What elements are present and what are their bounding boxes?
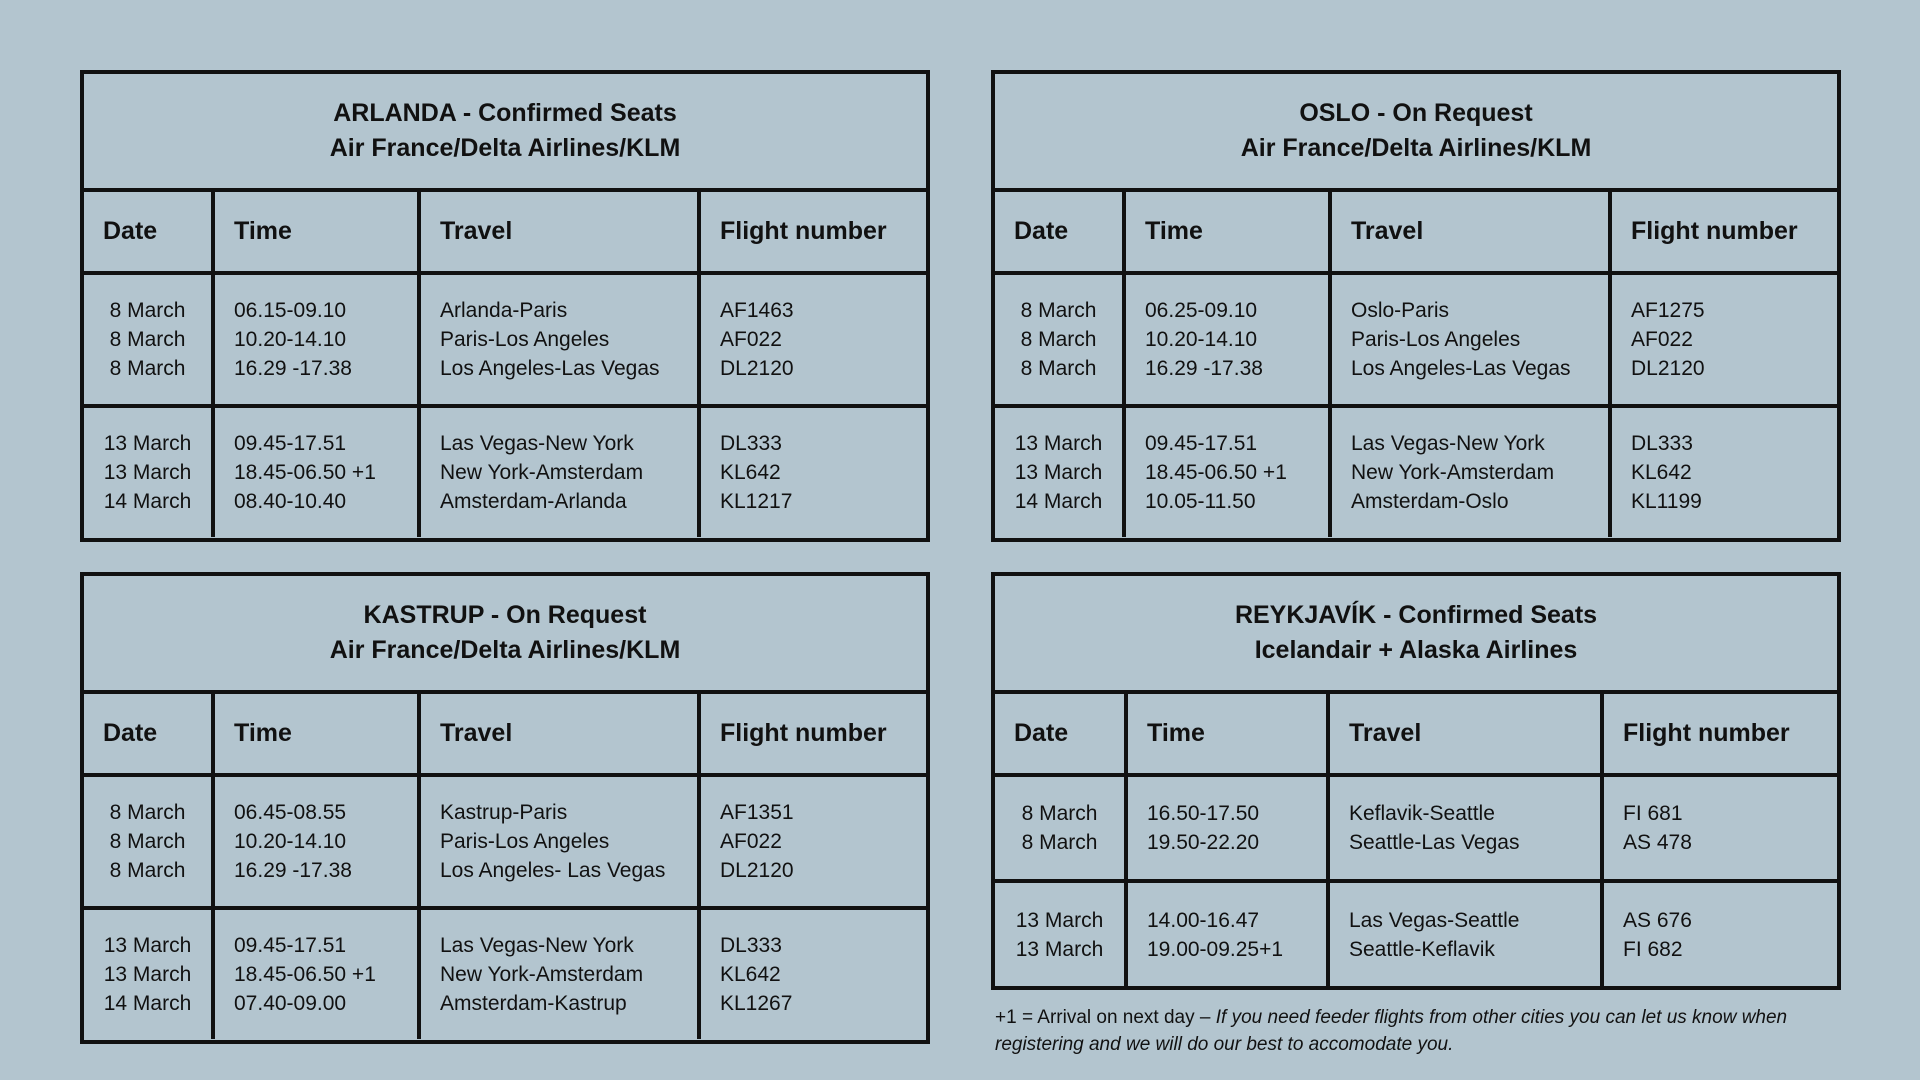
column-header-date: Date	[995, 694, 1128, 777]
return-dates	[995, 408, 1126, 537]
outbound-travel	[421, 777, 701, 910]
flight-number-value: DL333	[720, 432, 782, 455]
flight-number-value: KL1217	[720, 490, 793, 513]
travel-value: Los Angeles-Las Vegas	[440, 357, 660, 380]
outbound-times	[1128, 777, 1330, 883]
travel-value: Los Angeles- Las Vegas	[440, 859, 666, 882]
return-flights	[1604, 883, 1837, 987]
footnote-plain: +1 = Arrival on next day –	[995, 1007, 1216, 1028]
date-value: 8 March	[109, 357, 186, 380]
date-value: 14 March	[1014, 490, 1103, 513]
date-value: 13 March	[103, 461, 192, 484]
return-dates	[84, 910, 215, 1039]
time-value: 06.25-09.10	[1145, 299, 1258, 322]
column-header-flight-number: Flight number	[701, 694, 926, 777]
outbound-travel	[1330, 777, 1604, 883]
schedule-table-reykjavik	[991, 572, 1841, 990]
flight-number-value: DL2120	[720, 859, 794, 882]
date-value: 8 March	[109, 859, 186, 882]
column-header-flight-number: Flight number	[701, 192, 926, 275]
travel-value: Las Vegas-New York	[440, 432, 634, 455]
return-dates	[84, 408, 215, 537]
table-header	[84, 74, 926, 192]
return-times	[1128, 883, 1330, 987]
date-value: 8 March	[1020, 328, 1097, 351]
column-header-travel: Travel	[421, 694, 701, 777]
flight-number-value: KL1267	[720, 992, 793, 1015]
time-value: 19.50-22.20	[1147, 831, 1260, 854]
table-title: OSLO - On Request	[1299, 99, 1533, 127]
table-subtitle: Air France/Delta Airlines/KLM	[329, 636, 681, 664]
time-value: 18.45-06.50 +1	[234, 963, 376, 986]
date-value: 13 March	[1014, 461, 1103, 484]
travel-value: Arlanda-Paris	[440, 299, 568, 322]
table-header	[84, 576, 926, 694]
flight-number-value: KL642	[720, 963, 781, 986]
time-value: 08.40-10.40	[234, 490, 347, 513]
table-title: KASTRUP - On Request	[363, 601, 647, 629]
time-value: 10.20-14.10	[234, 328, 347, 351]
flight-number-value: AF022	[1631, 328, 1693, 351]
date-value: 13 March	[103, 432, 192, 455]
time-value: 07.40-09.00	[234, 992, 347, 1015]
table-header	[995, 576, 1837, 694]
flight-number-value: AF022	[720, 328, 782, 351]
date-value: 13 March	[1015, 938, 1104, 961]
flight-number-value: KL1199	[1631, 490, 1702, 513]
table-header	[995, 74, 1837, 192]
column-header-travel: Travel	[1330, 694, 1604, 777]
return-dates	[995, 883, 1128, 987]
travel-value: New York-Amsterdam	[440, 963, 644, 986]
travel-value: New York-Amsterdam	[440, 461, 644, 484]
time-value: 06.15-09.10	[234, 299, 347, 322]
column-header-date: Date	[995, 192, 1126, 275]
time-value: 06.45-08.55	[234, 801, 347, 824]
return-times	[1126, 408, 1332, 537]
return-flights	[701, 910, 926, 1039]
travel-value: Oslo-Paris	[1351, 299, 1450, 322]
column-header-time: Time	[215, 694, 421, 777]
column-header-date: Date	[84, 694, 215, 777]
flight-number-value: AS 478	[1623, 831, 1692, 854]
time-value: 10.20-14.10	[234, 830, 347, 853]
date-value: 8 March	[109, 328, 186, 351]
flight-number-value: AF022	[720, 830, 782, 853]
table-title: REYKJAVÍK - Confirmed Seats	[1234, 601, 1598, 629]
date-value: 13 March	[1014, 432, 1103, 455]
outbound-travel	[421, 275, 701, 408]
time-value: 16.29 -17.38	[234, 859, 352, 882]
footnote	[995, 1004, 1855, 1058]
outbound-dates	[84, 275, 215, 408]
schedule-table-kastrup	[80, 572, 930, 1044]
column-header-time: Time	[1126, 192, 1332, 275]
column-header-travel: Travel	[421, 192, 701, 275]
column-header-time: Time	[1128, 694, 1330, 777]
date-value: 8 March	[109, 830, 186, 853]
return-flights	[701, 408, 926, 537]
flight-number-value: KL642	[720, 461, 781, 484]
flight-number-value: DL333	[1631, 432, 1693, 455]
travel-value: Los Angeles-Las Vegas	[1351, 357, 1571, 380]
travel-value: Kastrup-Paris	[440, 801, 568, 824]
travel-value: Las Vegas-New York	[440, 934, 634, 957]
flight-number-value: KL642	[1631, 461, 1692, 484]
column-header-flight-number: Flight number	[1604, 694, 1837, 777]
flight-number-value: AF1463	[720, 299, 794, 322]
travel-value: Paris-Los Angeles	[440, 328, 610, 351]
date-value: 13 March	[103, 934, 192, 957]
date-value: 8 March	[1021, 802, 1098, 825]
column-header-date: Date	[84, 192, 215, 275]
table-subtitle: Icelandair + Alaska Airlines	[1254, 636, 1578, 664]
outbound-times	[1126, 275, 1332, 408]
travel-value: Las Vegas-New York	[1351, 432, 1545, 455]
date-value: 14 March	[103, 490, 192, 513]
time-value: 19.00-09.25+1	[1147, 938, 1284, 961]
time-value: 10.05-11.50	[1145, 490, 1256, 513]
table-subtitle: Air France/Delta Airlines/KLM	[329, 134, 681, 162]
time-value: 16.29 -17.38	[1145, 357, 1263, 380]
return-travel	[421, 408, 701, 537]
time-value: 16.29 -17.38	[234, 357, 352, 380]
outbound-dates	[995, 777, 1128, 883]
flight-number-value: AF1275	[1631, 299, 1705, 322]
flight-number-value: FI 681	[1623, 802, 1683, 825]
footnote-italic: If you need feeder flights from other cities you can let us know when registering and we will do our best to accomodate you.	[995, 1007, 1788, 1055]
table-grid	[995, 192, 1837, 537]
table-title: ARLANDA - Confirmed Seats	[333, 99, 677, 127]
time-value: 10.20-14.10	[1145, 328, 1258, 351]
outbound-travel	[1332, 275, 1612, 408]
flight-number-value: FI 682	[1623, 938, 1683, 961]
outbound-times	[215, 275, 421, 408]
travel-value: Amsterdam-Kastrup	[440, 992, 627, 1015]
date-value: 13 March	[1015, 909, 1104, 932]
time-value: 14.00-16.47	[1147, 909, 1260, 932]
travel-value: Amsterdam-Oslo	[1351, 490, 1509, 513]
date-value: 8 March	[1020, 299, 1097, 322]
column-header-time: Time	[215, 192, 421, 275]
time-value: 09.45-17.51	[234, 934, 347, 957]
date-value: 8 March	[1020, 357, 1097, 380]
travel-value: Keflavik-Seattle	[1349, 802, 1495, 825]
travel-value: Las Vegas-Seattle	[1349, 909, 1520, 932]
schedule-table-oslo	[991, 70, 1841, 542]
outbound-times	[215, 777, 421, 910]
travel-value: Seattle-Las Vegas	[1349, 831, 1520, 854]
flight-number-value: AS 676	[1623, 909, 1692, 932]
flight-number-value: DL2120	[1631, 357, 1705, 380]
time-value: 09.45-17.51	[1145, 432, 1258, 455]
table-grid	[84, 192, 926, 537]
schedule-table-arlanda	[80, 70, 930, 542]
outbound-dates	[995, 275, 1126, 408]
return-travel	[1330, 883, 1604, 987]
return-times	[215, 408, 421, 537]
travel-value: Seattle-Keflavik	[1349, 938, 1495, 961]
return-times	[215, 910, 421, 1039]
date-value: 8 March	[109, 801, 186, 824]
travel-value: Amsterdam-Arlanda	[440, 490, 627, 513]
return-flights	[1612, 408, 1837, 537]
date-value: 8 March	[109, 299, 186, 322]
flight-number-value: DL333	[720, 934, 782, 957]
travel-value: Paris-Los Angeles	[1351, 328, 1521, 351]
outbound-dates	[84, 777, 215, 910]
table-grid	[995, 694, 1837, 987]
return-travel	[421, 910, 701, 1039]
flight-number-value: AF1351	[720, 801, 794, 824]
return-travel	[1332, 408, 1612, 537]
outbound-flights	[1604, 777, 1837, 883]
time-value: 18.45-06.50 +1	[1145, 461, 1287, 484]
table-grid	[84, 694, 926, 1039]
outbound-flights	[701, 777, 926, 910]
time-value: 09.45-17.51	[234, 432, 347, 455]
time-value: 16.50-17.50	[1147, 802, 1260, 825]
travel-value: Paris-Los Angeles	[440, 830, 610, 853]
column-header-travel: Travel	[1332, 192, 1612, 275]
time-value: 18.45-06.50 +1	[234, 461, 376, 484]
travel-value: New York-Amsterdam	[1351, 461, 1555, 484]
outbound-flights	[701, 275, 926, 408]
outbound-flights	[1612, 275, 1837, 408]
date-value: 14 March	[103, 992, 192, 1015]
date-value: 13 March	[103, 963, 192, 986]
date-value: 8 March	[1021, 831, 1098, 854]
table-subtitle: Air France/Delta Airlines/KLM	[1240, 134, 1592, 162]
flight-number-value: DL2120	[720, 357, 794, 380]
column-header-flight-number: Flight number	[1612, 192, 1837, 275]
